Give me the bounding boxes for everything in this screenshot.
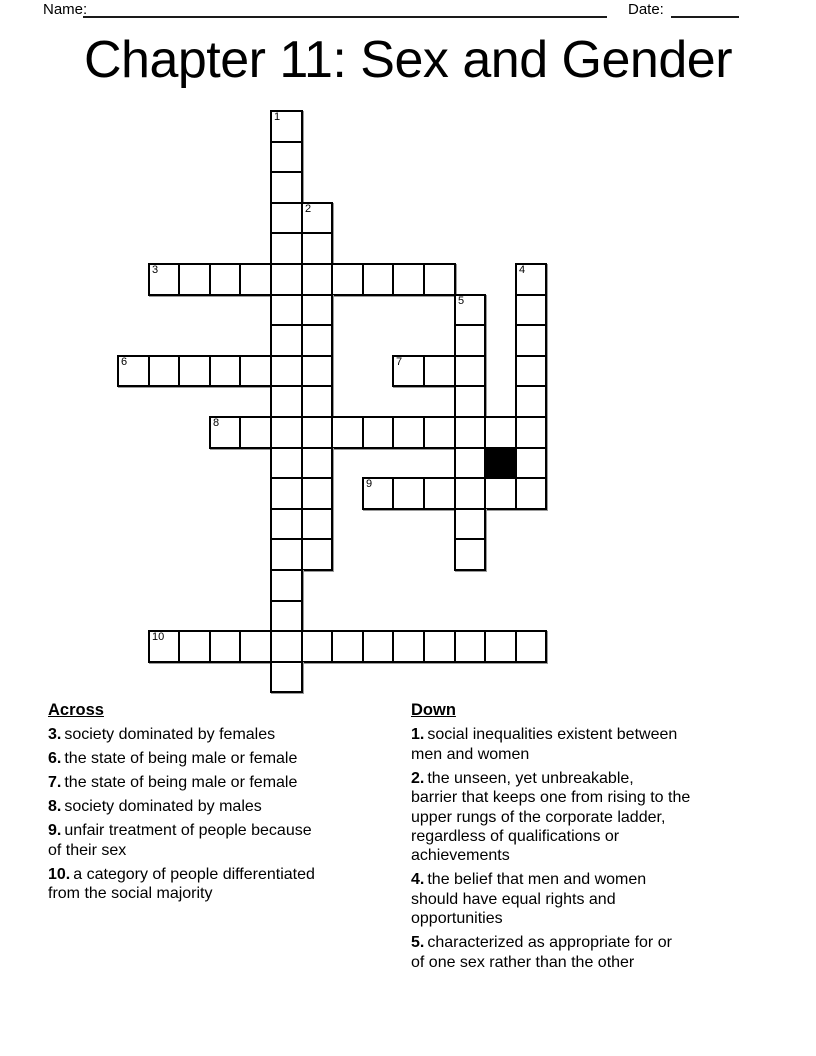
cell-number: 1 — [274, 111, 281, 123]
page-title: Chapter 11: Sex and Gender — [83, 31, 733, 89]
grid-cell[interactable] — [270, 171, 303, 204]
grid-cell[interactable] — [301, 416, 333, 449]
cell-number: 5 — [458, 295, 465, 307]
grid-cell[interactable] — [148, 263, 180, 296]
across-clue-8 — [48, 797, 406, 816]
grid-cell[interactable] — [301, 477, 333, 510]
grid-cell[interactable] — [270, 232, 303, 265]
clue-line: 10. a category of people differentiated — [48, 865, 315, 883]
grid-cell[interactable] — [239, 355, 272, 387]
cell-number: 6 — [121, 356, 128, 368]
grid-cell[interactable] — [454, 355, 486, 387]
down-clue-1 — [411, 725, 791, 764]
grid-cell[interactable] — [454, 324, 486, 357]
across-clue-list — [48, 725, 406, 903]
grid-cell[interactable] — [301, 232, 333, 265]
grid-cell[interactable] — [301, 447, 333, 479]
grid-cell[interactable] — [515, 416, 547, 449]
across-clues-column — [48, 701, 406, 908]
across-heading: Across — [48, 701, 104, 719]
clue-line: of their sex — [48, 841, 127, 859]
cell-number: 8 — [213, 417, 220, 429]
clue-line: 6. the state of being male or female — [48, 750, 298, 768]
grid-cell[interactable] — [301, 324, 333, 357]
grid-cell[interactable] — [270, 508, 303, 540]
grid-cell[interactable] — [301, 294, 333, 326]
grid-cell[interactable] — [148, 355, 180, 387]
clue-number: 9. — [48, 822, 62, 840]
grid-cell[interactable] — [484, 630, 517, 663]
grid-cell[interactable] — [515, 355, 547, 387]
clue-number: 8. — [48, 798, 62, 816]
grid-cell[interactable] — [148, 630, 180, 663]
grid-cell[interactable] — [178, 355, 211, 387]
clue-line: from the social majority — [48, 885, 213, 903]
grid-cell[interactable] — [392, 630, 425, 663]
across-clue-7 — [48, 773, 406, 792]
clue-line: regardless of qualifications or — [411, 828, 620, 846]
clue-line: upper rungs of the corporate ladder, — [411, 808, 666, 826]
clue-line: 9. unfair treatment of people because — [48, 822, 312, 840]
grid-cell[interactable] — [301, 538, 333, 571]
grid-cell[interactable] — [301, 263, 333, 296]
grid-cell[interactable] — [270, 385, 303, 418]
clue-line: opportunities — [411, 910, 503, 928]
grid-cell[interactable] — [209, 630, 241, 663]
clue-line: 5. characterized as appropriate for or — [411, 934, 672, 952]
grid-cell[interactable] — [515, 477, 547, 510]
grid-cell[interactable] — [362, 630, 394, 663]
down-clue-5 — [411, 933, 791, 972]
grid-cell[interactable] — [301, 202, 333, 234]
grid-cell[interactable] — [301, 355, 333, 387]
across-clue-6 — [48, 749, 406, 768]
grid-cell[interactable] — [270, 447, 303, 479]
grid-cell[interactable] — [239, 416, 272, 449]
clue-number: 6. — [48, 750, 62, 768]
across-clue-9 — [48, 821, 406, 860]
across-clue-3 — [48, 725, 406, 744]
grid-cell-black — [484, 447, 517, 479]
clue-number: 7. — [48, 774, 62, 792]
clue-number: 1. — [411, 726, 425, 744]
grid-cell[interactable] — [392, 355, 425, 387]
clue-line: men and women — [411, 745, 530, 763]
grid-cell[interactable] — [270, 600, 303, 632]
clue-line: should have equal rights and — [411, 890, 616, 908]
clue-line: 2. the unseen, yet unbreakable, — [411, 769, 634, 787]
grid-cell[interactable] — [484, 477, 517, 510]
grid-cell[interactable] — [454, 385, 486, 418]
down-clues-column — [411, 701, 791, 977]
grid-cell[interactable] — [515, 263, 547, 296]
clue-line: achievements — [411, 847, 510, 865]
grid-cell[interactable] — [331, 416, 364, 449]
down-clue-list — [411, 725, 791, 972]
grid-cell[interactable] — [362, 477, 394, 510]
cell-number: 4 — [519, 264, 526, 276]
cell-number: 9 — [366, 478, 373, 490]
clue-line: of one sex rather than the other — [411, 953, 635, 971]
grid-cell[interactable] — [270, 141, 303, 173]
grid-cell[interactable] — [454, 416, 486, 449]
grid-cell[interactable] — [178, 630, 211, 663]
grid-cell[interactable] — [239, 630, 272, 663]
grid-cell[interactable] — [331, 263, 364, 296]
down-clue-2 — [411, 769, 791, 866]
grid-cell[interactable] — [423, 263, 456, 296]
grid-cell[interactable] — [270, 416, 303, 449]
grid-cell[interactable] — [270, 538, 303, 571]
cell-number: 7 — [396, 356, 403, 368]
name-label: Name: — [43, 1, 88, 18]
date-label: Date: — [628, 1, 664, 18]
grid-cell[interactable] — [515, 385, 547, 418]
grid-cell[interactable] — [423, 355, 456, 387]
grid-cell[interactable] — [454, 294, 486, 326]
grid-cell[interactable] — [454, 538, 486, 571]
grid-cell[interactable] — [178, 263, 211, 296]
grid-cell[interactable] — [515, 294, 547, 326]
grid-cell[interactable] — [209, 263, 241, 296]
grid-cell[interactable] — [270, 263, 303, 296]
grid-cell[interactable] — [270, 477, 303, 510]
grid-cell[interactable] — [301, 385, 333, 418]
grid-cell[interactable] — [301, 630, 333, 663]
grid-cell[interactable] — [331, 630, 364, 663]
grid-cell[interactable] — [515, 447, 547, 479]
grid-cell[interactable] — [239, 263, 272, 296]
grid-cell[interactable] — [270, 355, 303, 387]
grid-cell[interactable] — [270, 630, 303, 663]
clue-number: 4. — [411, 871, 425, 889]
grid-cell[interactable] — [209, 416, 241, 449]
grid-cell[interactable] — [270, 294, 303, 326]
grid-cell[interactable] — [301, 508, 333, 540]
grid-cell[interactable] — [270, 569, 303, 602]
grid-cell[interactable] — [515, 324, 547, 357]
grid-cell[interactable] — [392, 416, 425, 449]
grid-cell[interactable] — [209, 355, 241, 387]
clue-number: 2. — [411, 769, 425, 787]
grid-cell[interactable] — [392, 263, 425, 296]
grid-cell[interactable] — [454, 447, 486, 479]
clue-line: 3. society dominated by females — [48, 726, 276, 744]
down-clue-4 — [411, 870, 791, 928]
grid-cell[interactable] — [423, 477, 456, 510]
across-clue-10 — [48, 865, 406, 904]
clue-number: 10. — [48, 865, 71, 883]
cell-number: 2 — [305, 203, 312, 215]
clue-line: 8. society dominated by males — [48, 798, 262, 816]
grid-cell[interactable] — [515, 630, 547, 663]
clue-line: 4. the belief that men and women — [411, 871, 647, 889]
grid-cell[interactable] — [454, 477, 486, 510]
grid-cell[interactable] — [454, 630, 486, 663]
grid-cell[interactable] — [484, 416, 517, 449]
grid-cell[interactable] — [270, 202, 303, 234]
cell-number: 10 — [152, 631, 165, 643]
grid-cell[interactable] — [362, 263, 394, 296]
grid-cell[interactable] — [362, 416, 394, 449]
clue-number: 5. — [411, 934, 425, 952]
grid-cell[interactable] — [454, 508, 486, 540]
clue-number: 3. — [48, 726, 62, 744]
clue-line: 7. the state of being male or female — [48, 774, 298, 792]
grid-cell[interactable] — [117, 355, 150, 387]
grid-cell[interactable] — [270, 324, 303, 357]
cell-number: 3 — [152, 264, 159, 276]
grid-cell[interactable] — [270, 661, 303, 693]
grid-cell[interactable] — [423, 630, 456, 663]
clue-line: 1. social inequalities existent between — [411, 726, 678, 744]
grid-cell[interactable] — [392, 477, 425, 510]
clue-line: barrier that keeps one from rising to the — [411, 789, 691, 807]
down-heading: Down — [411, 701, 456, 719]
grid-cell[interactable] — [423, 416, 456, 449]
grid-cell[interactable] — [270, 110, 303, 143]
